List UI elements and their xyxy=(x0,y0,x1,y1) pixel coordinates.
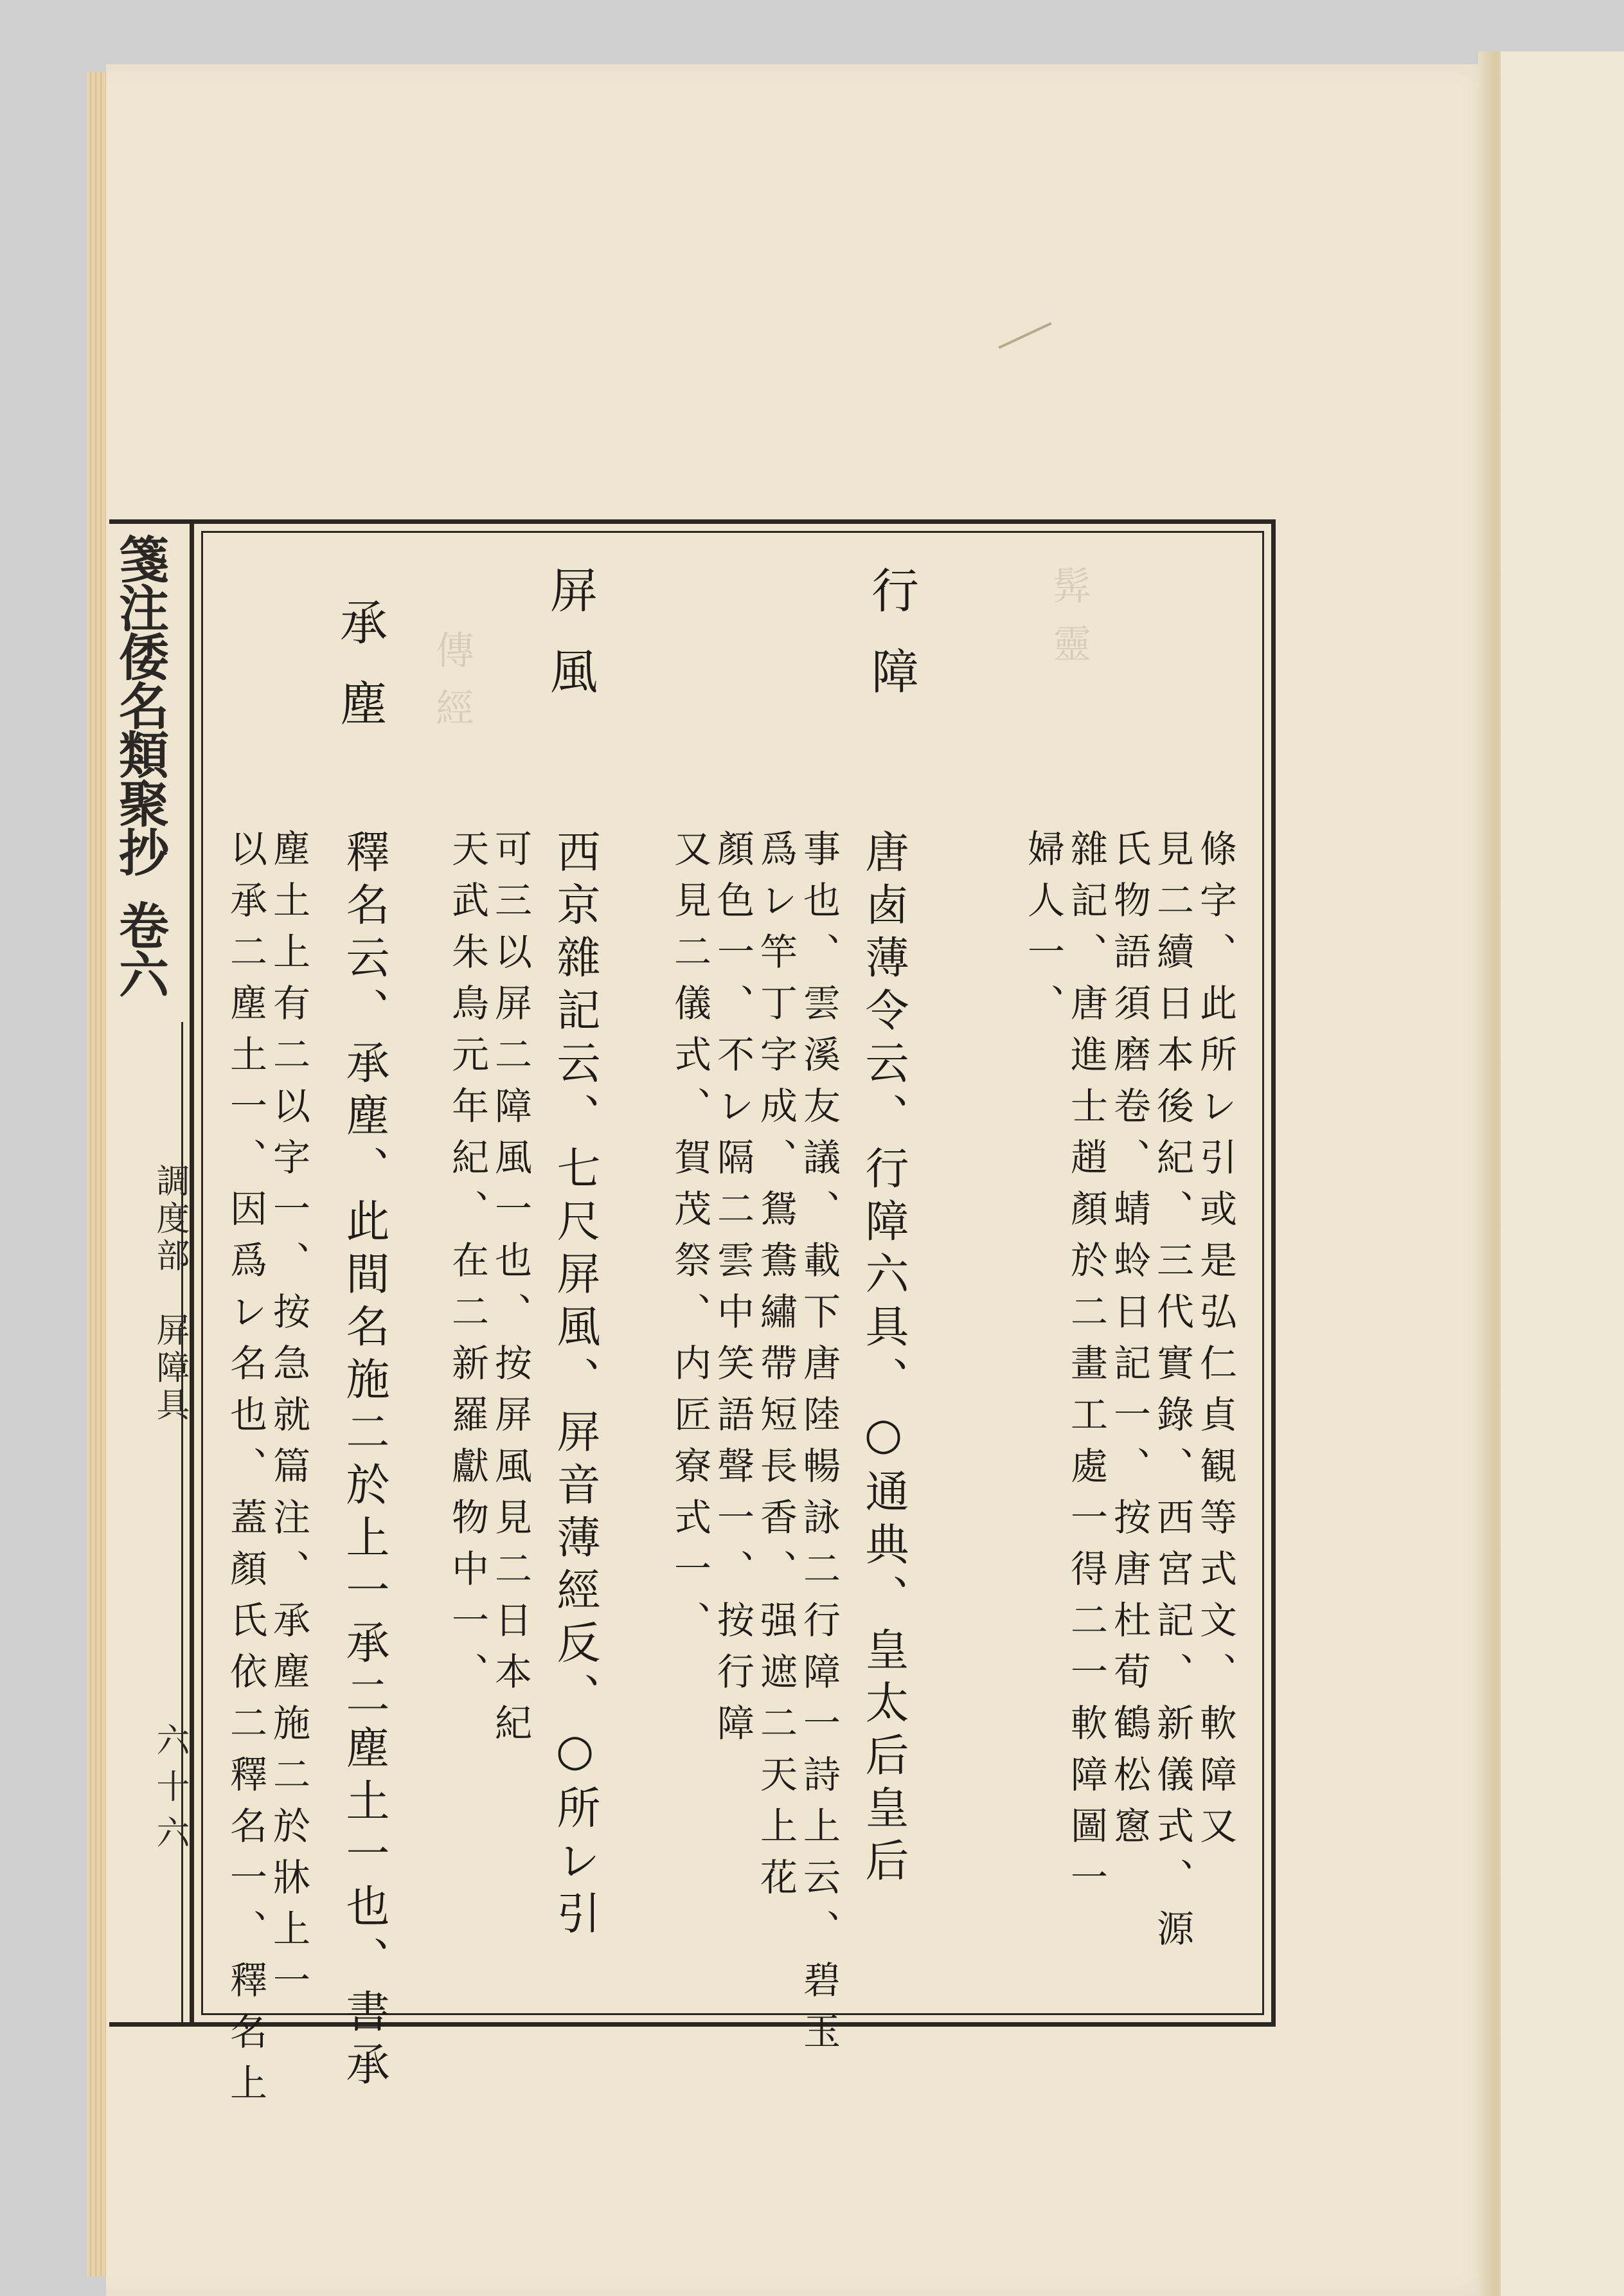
volume-label: 卷六 xyxy=(111,900,169,998)
heading-shoujin: 承塵 xyxy=(332,598,388,760)
heading-koushou: 行障 xyxy=(864,566,919,728)
text-column: 唐𠧧薄令云、行障六具、○通典、皇太后皇后 xyxy=(858,829,909,1890)
text-column: 釋名云、承塵、此間名施二於上一承二塵土一也、書承 xyxy=(339,829,389,2094)
text-column: 西京雜記云、七尺屏風、屏音薄經反、○所レ引 xyxy=(549,829,600,1943)
page-number: 六十六 xyxy=(150,1723,189,1861)
text-column: 顏色一、不レ隔二雲中笑語聲一、按行障 xyxy=(711,829,754,1755)
text-column: 天武朱鳥元年紀、在二新羅獻物中一、 xyxy=(445,829,489,1703)
text-column: 又見二儀式、賀茂祭、内匠寮式一、 xyxy=(668,829,711,1652)
text-column: 可三以屏二障風一也、按屏風見二日本紀 xyxy=(488,829,532,1755)
text-column: 氏物語須磨卷、蜻蛉日記一、按唐杜荀鶴松窻 xyxy=(1107,829,1151,1858)
text-column: 塵土上有二以字一、按急就篇注、承塵施二於牀上一 xyxy=(267,829,310,2012)
text-column: 事也、雲溪友議、載下唐陸暢詠二行障一詩上云、碧玉 xyxy=(797,829,841,2063)
right-page-edge xyxy=(1501,51,1624,2296)
section-label: 調度部 屏障具 xyxy=(150,1163,189,1424)
text-column: 雜記、唐進士趙顏於二畫工處一得二一軟障圖一 xyxy=(1064,829,1108,1909)
text-column: 以承二塵土一、因爲レ名也、蓋顏氏依二釋名一、釋名上 xyxy=(224,829,267,2115)
text-column: 爲レ竿丁字成、鴛鴦繡帶短長香、强遮二天上花 xyxy=(754,829,798,1909)
text-column: 婦人一、 xyxy=(1021,829,1065,1035)
heading-byoubu: 屏風 xyxy=(542,566,598,728)
show-through-text: 傳經 xyxy=(429,630,474,746)
book-title: 箋注倭名類聚抄 xyxy=(111,534,169,875)
text-column: 見二續日本後紀、三代實錄、西宮記、新儀式、源 xyxy=(1150,829,1194,1960)
show-through-text: 䯵靈 xyxy=(1046,566,1091,681)
text-column: 條字、此所レ引或是弘仁貞観等式文、軟障又 xyxy=(1193,829,1237,1858)
